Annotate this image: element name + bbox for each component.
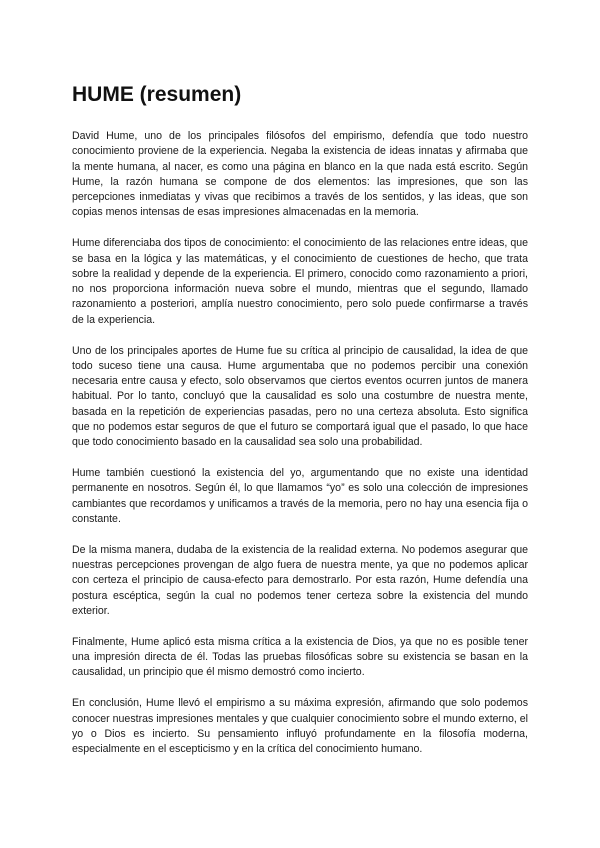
paragraph-conclusion: En conclusión, Hume llevó el empirismo a su máxima expresión, afirmando que solo podemos conocer nuestras impresiones mentales y que cualquier conocimiento sobre el mundo externo, el yo o Dios es incierto. Su pensamiento influyó profundamente en la filosofía moderna, especialmente en el escepticismo y en la crítica del conocimiento humano. xyxy=(72,697,528,756)
page-title: HUME (resumen) xyxy=(72,83,242,106)
paragraph-empirismo: David Hume, uno de los principales filósofos del empirismo, defendía que todo nuestro conocimiento proviene de la experiencia. Negaba la existencia de ideas innatas y afirmaba que la mente humana, al nacer, es como una página en blanco en la que nada está escrito. Según Hume, la razón humana se compone de dos elementos: las impresiones, que son las percepciones inmediatas y vivas que recibimos a través de los sentidos, y las ideas, que son copias menos intensas de esas impresiones almacenadas en la memoria. xyxy=(72,130,528,219)
paragraph-dios: Finalmente, Hume aplicó esta misma crítica a la existencia de Dios, ya que no es posible tener una impresión directa de él. Todas las pruebas filosóficas sobre su existencia se basan en la causalidad, un principio que él mismo demostró como incierto. xyxy=(72,635,528,679)
document-page xyxy=(72,82,528,773)
paragraph-causalidad: Uno de los principales aportes de Hume fue su crítica al principio de causalidad, la idea de que todo suceso tiene una causa. Hume argumentaba que no podemos percibir una conexión necesaria entre causa y efecto, solo observamos que ciertos eventos ocurren juntos de manera habitual. Por lo tanto, concluyó que la causalidad es solo una costumbre de nuestra mente, basada en la repetición de experiencias pasadas, pero no una certeza absoluta. Esto significa que no podemos estar seguros de que el futuro se comportará igual que el pasado, lo que hace que todo conocimiento basado en la causalidad sea solo una probabilidad. xyxy=(72,344,528,449)
paragraph-tipos-conocimiento: Hume diferenciaba dos tipos de conocimiento: el conocimiento de las relaciones entre ideas, que se basa en la lógica y las matemáticas, y el conocimiento de cuestiones de hecho, que trata sobre la realidad y depende de la experiencia. El primero, conocido como razonamiento a priori, no nos proporciona información nueva sobre el mundo, mientras que el segundo, llamado razonamiento a posteriori, amplía nuestro conocimiento, pero solo puede confirmarse a través de la experiencia. xyxy=(72,237,528,326)
paragraph-yo: Hume también cuestionó la existencia del yo, argumentando que no existe una identidad permanente en nosotros. Según él, lo que llamamos “yo” es solo una colección de impresiones cambiantes que recordamos y unificamos a través de la memoria, pero no hay una esencia fija o constante. xyxy=(72,467,528,526)
paragraph-realidad-externa: De la misma manera, dudaba de la existencia de la realidad externa. No podemos asegurar que nuestras percepciones provengan de algo fuera de nuestra mente, ya que no podemos aplicar con certeza el principio de causa-efecto para demostrarlo. Por esta razón, Hume defendía una postura escéptica, según la cual no podemos tener certeza sobre la existencia del mundo exterior. xyxy=(72,543,528,618)
